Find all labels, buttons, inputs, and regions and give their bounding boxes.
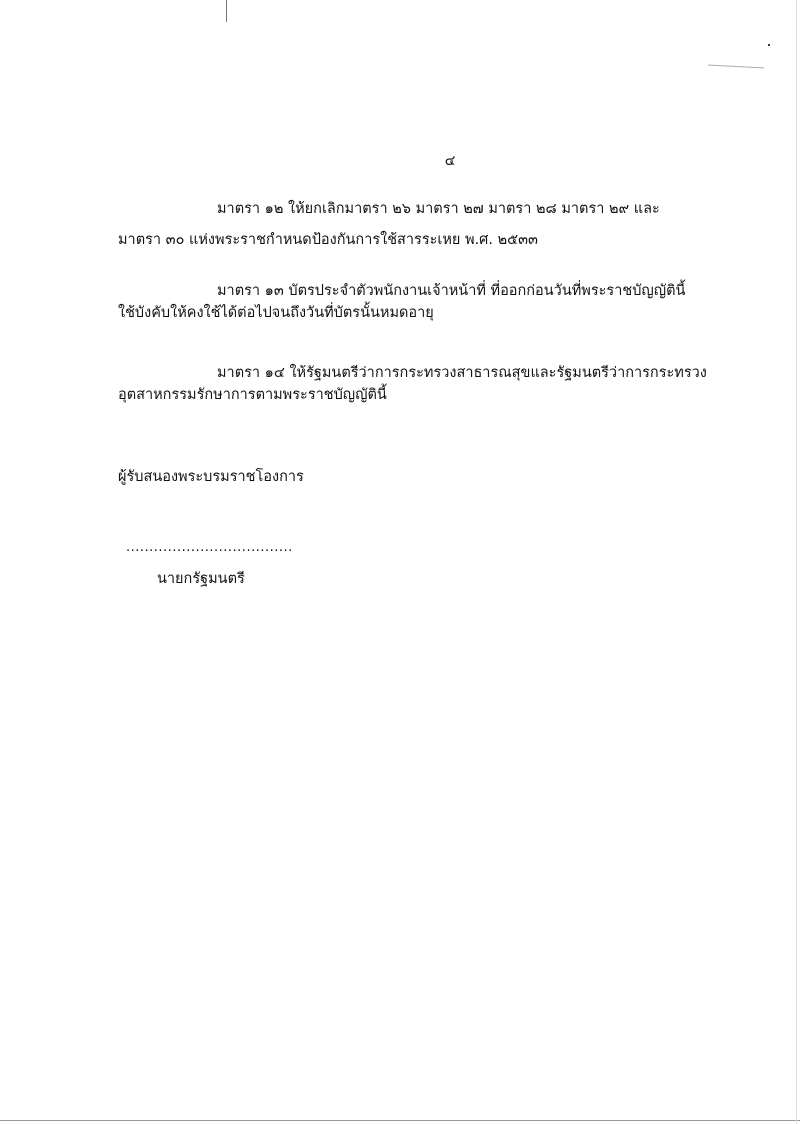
scan-artifact-edge [796, 0, 797, 1124]
scan-artifact-line [708, 65, 764, 69]
section-13-line-1: มาตรา ๑๓ บัตรประจำตัวพนักงานเจ้าหน้าที่ ที่ออกก่อนวันที่พระราชบัญญัตินี้ [217, 283, 686, 299]
signature-line: .................................... [126, 540, 293, 555]
scan-artifact-line [0, 1120, 800, 1121]
section-13-line-2: ใช้บังคับให้คงใช้ได้ต่อไปจนถึงวันที่บัตรนั้นหมดอายุ [118, 305, 434, 321]
section-12-line-2: มาตรา ๓๐ แห่งพระราชกำหนดป้องกันการใช้สารระเหย พ.ศ. ๒๕๓๓ [118, 232, 538, 248]
section-14-line-1: มาตรา ๑๔ ให้รัฐมนตรีว่าการกระทรวงสาธารณสุขและรัฐมนตรีว่าการกระทรวง [217, 365, 707, 381]
countersignature-label: ผู้รับสนองพระบรมราชโองการ [118, 469, 304, 485]
scan-artifact-line [226, 0, 227, 22]
signatory-title: นายกรัฐมนตรี [157, 571, 245, 587]
scan-artifact-dot [768, 44, 770, 46]
section-14-line-2: อุตสาหกรรมรักษาการตามพระราชบัญญัตินี้ [118, 387, 387, 403]
section-12-line-1: มาตรา ๑๒ ให้ยกเลิกมาตรา ๒๖ มาตรา ๒๗ มาตรา ๒๘ มาตรา ๒๙ และ [217, 201, 660, 217]
page-number: ๔ [444, 153, 456, 169]
